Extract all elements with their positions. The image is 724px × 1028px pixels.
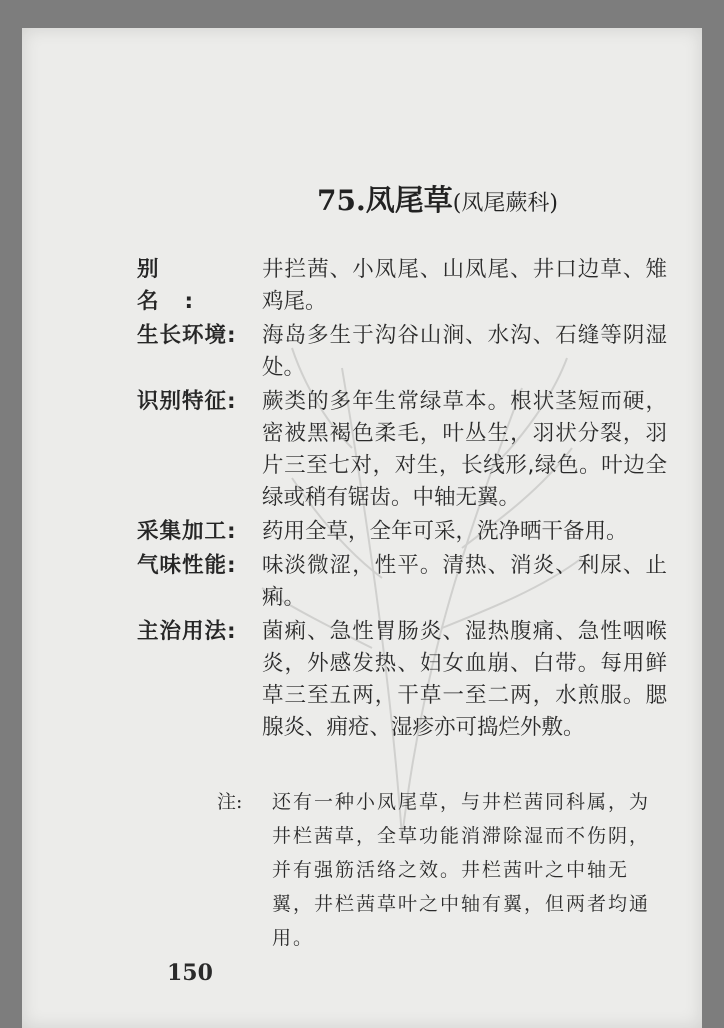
entry-label: 识别特征: <box>137 389 237 414</box>
entry-aliases <box>137 254 667 318</box>
note-label: 注: <box>217 791 243 813</box>
plant-family: (凤尾蕨科) <box>452 191 558 216</box>
entry-text: 海岛多生于沟谷山涧、水沟、石缝等阴湿处。 <box>262 323 667 380</box>
entry-label: 生长环境: <box>137 323 237 348</box>
entry-list <box>137 254 667 746</box>
entry-harvest <box>137 516 667 548</box>
entry-label: 气味性能: <box>137 553 237 578</box>
entry-identification <box>137 386 667 514</box>
entry-habitat <box>137 320 667 384</box>
entry-text: 味淡微涩，性平。清热、消炎、利尿、止痢。 <box>262 553 667 610</box>
article-title <box>317 178 558 219</box>
entry-label: 别名: <box>137 257 220 314</box>
note-text: 还有一种小凤尾草，与井栏茜同科属，为井栏茜草，全草功能消滞除湿而不伤阴，并有强筋活络之效。井栏茜叶之中轴无翼，井栏茜草叶之中轴有翼，但两者均通用。 <box>272 791 651 949</box>
entry-indications <box>137 616 667 744</box>
footnote <box>217 785 662 955</box>
entry-label: 主治用法: <box>137 619 237 644</box>
entry-text: 井拦茜、小凤尾、山凤尾、井口边草、雉鸡尾。 <box>262 257 667 314</box>
entry-properties <box>137 550 667 614</box>
article-number: 75. <box>317 184 366 217</box>
plant-name: 凤尾草 <box>365 183 453 217</box>
entry-text: 药用全草，全年可采，洗净晒干备用。 <box>262 519 628 544</box>
page-number: 150 <box>167 960 213 986</box>
entry-text: 蕨类的多年生常绿草本。根状茎短而硬，密被黑褐色柔毛，叶丛生，羽状分裂，羽片三至七对，对生，长线形,绿色。叶边全绿或稍有锯齿。中轴无翼。 <box>262 389 667 510</box>
entry-label: 采集加工: <box>137 519 237 544</box>
entry-text: 菌痢、急性胃肠炎、湿热腹痛、急性咽喉炎，外感发热、妇女血崩、白带。每用鲜草三至五两，干草一至二两，水煎服。腮腺炎、痈疮、湿疹亦可捣烂外敷。 <box>262 619 667 740</box>
book-page <box>22 28 702 1028</box>
